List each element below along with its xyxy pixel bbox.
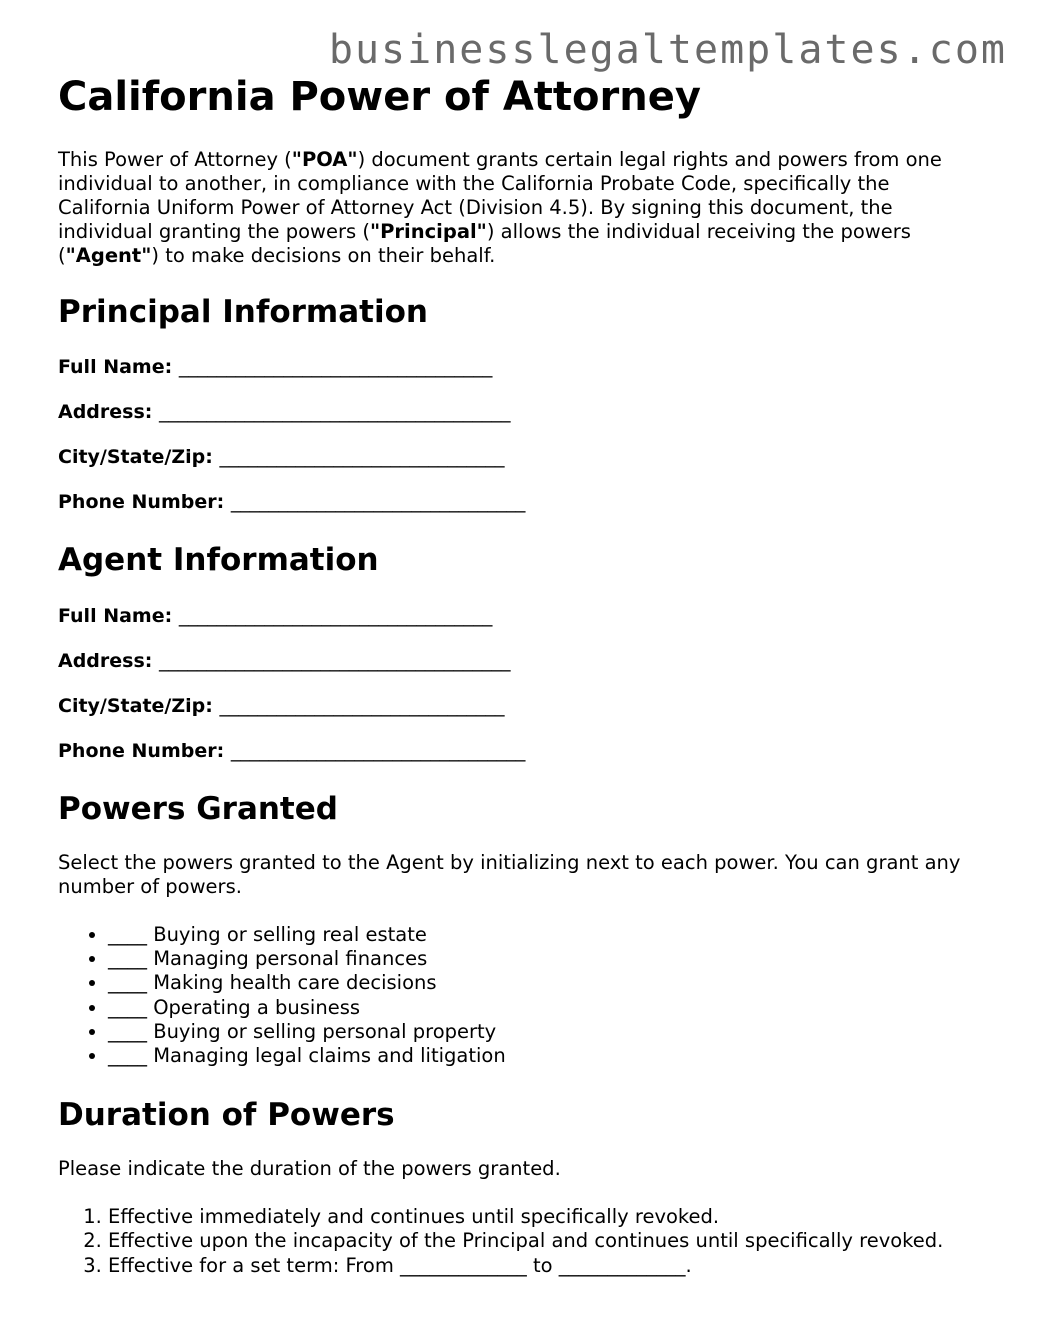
intro-paragraph: This Power of Attorney ("POA") document grants certain legal rights and powers from one individual to another, in compliance with the California Probate Code, specifically the California Uniform Power of Attorney Act (Division 4.5). By signing this document, the individual granting the powers ("Principal") allows the individual receiving the powers ("Agent") to make decisions on their behalf. [58,148,942,267]
principal-phone-field[interactable]: Phone Number: _______________________________ [58,491,526,514]
duration-item[interactable]: 3. Effective for a set term: From _____________ to _____________. [108,1254,988,1278]
watermark: businesslegaltemplates.com [328,27,1007,73]
powers-instruction: Select the powers granted to the Agent by initializing next to each power. You can grant any number of powers. [58,850,961,898]
duration-instruction: Please indicate the duration of the powers granted. [58,1156,561,1180]
principal-city-state-zip-field[interactable]: City/State/Zip: ______________________________ [58,446,505,469]
duration-list [58,1205,988,1278]
agent-phone-field[interactable]: Phone Number: _______________________________ [58,739,526,762]
powers-list [58,923,988,1069]
agent-city-state-zip-field[interactable]: City/State/Zip: ______________________________ [58,694,505,717]
document-page [58,72,988,1278]
agent-heading: Agent Information [58,542,379,579]
principal-full-name-field[interactable]: Full Name: _________________________________ [58,356,493,379]
power-item[interactable]: • ____ Operating a business [108,996,988,1020]
document-title: California Power of Attorney [58,74,701,120]
power-item[interactable]: • ____ Managing personal finances [108,947,988,971]
agent-full-name-field[interactable]: Full Name: _________________________________ [58,604,493,627]
power-item[interactable]: • ____ Buying or selling real estate [108,923,988,947]
power-item[interactable]: • ____ Buying or selling personal property [108,1020,988,1044]
powers-heading: Powers Granted [58,790,338,827]
agent-address-field[interactable]: Address: _____________________________________ [58,649,511,672]
principal-heading: Principal Information [58,294,428,330]
power-item[interactable]: • ____ Making health care decisions [108,971,988,995]
power-item[interactable]: • ____ Managing legal claims and litigation [108,1044,988,1068]
duration-item[interactable]: 1. Effective immediately and continues until specifically revoked. [108,1205,988,1229]
duration-item[interactable]: 2. Effective upon the incapacity of the Principal and continues until specifically revoked. [108,1229,988,1253]
principal-address-field[interactable]: Address: _____________________________________ [58,401,511,424]
duration-heading: Duration of Powers [58,1096,395,1133]
